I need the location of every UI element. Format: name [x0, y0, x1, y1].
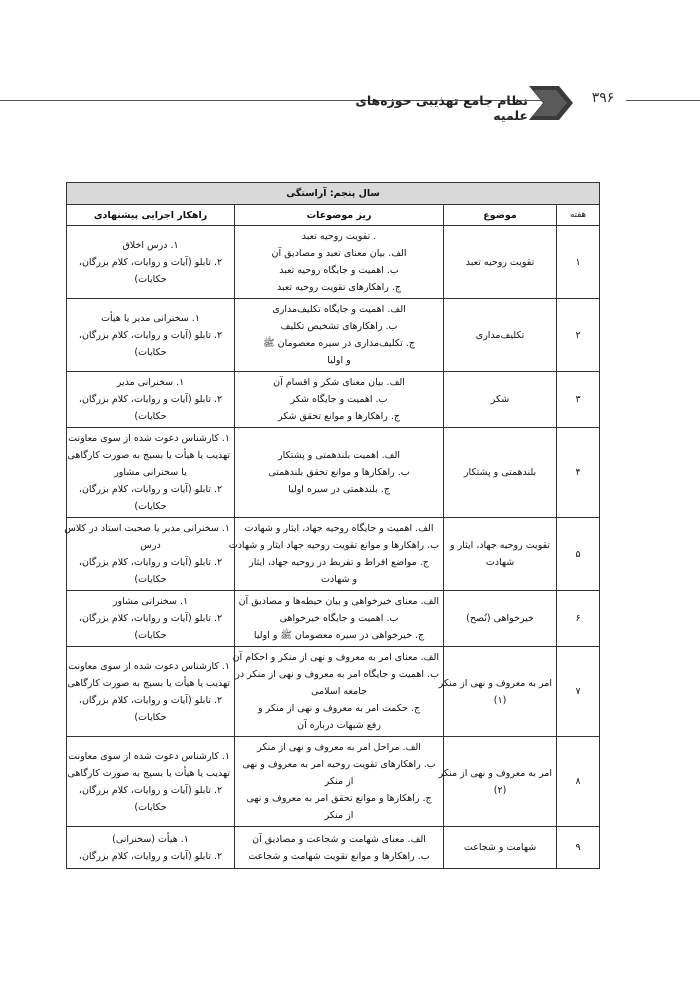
actions-cell	[67, 827, 235, 869]
action-line: تهذیب یا هیأت یا بسیج به صورت کارگاهی	[67, 677, 231, 689]
subtopic-line: ب. اهمیت و جایگاه روحیه تعبد	[279, 265, 399, 276]
action-line: حکایات)	[134, 801, 167, 813]
action-line: ۱. کارشناس دعوت شده از سوی معاونت	[68, 660, 231, 672]
subtopic-line: الف. اهمیت و جایگاه تکلیف‌مداری	[272, 304, 406, 315]
action-line: حکایات)	[134, 273, 167, 285]
page-number: ۳۹۶	[591, 90, 615, 106]
action-line: حکایات)	[134, 630, 167, 641]
action-line: ۲. تابلو (آیات و روایات، کلام بزرگان،	[78, 694, 223, 706]
subtopic-line: و اولیا	[327, 355, 351, 366]
subtopic-line: ج. حکمت امر به معروف و نهی از منکر و	[257, 703, 421, 714]
actions-cell	[67, 299, 235, 372]
subtopic-line: ج. راهکارها و موانع تحقق شکر	[278, 411, 401, 422]
column-header-actions: راهکار اجرایی پیشنهادی	[67, 205, 235, 226]
subtopic-line: الف. معنای خیرخواهی و بیان حیطه‌ها و مصادیق آن	[238, 596, 440, 607]
subtopic-line: ج. خیرخواهی در سیره معصومان ﷺ و اولیا	[253, 630, 425, 641]
subtopic-line: الف. بیان معنای شکر و اقسام آن	[273, 377, 405, 388]
subtopic-line: ب. راهکارها و موانع تحقق بلندهمتی	[268, 467, 410, 478]
table-row	[67, 372, 600, 428]
subtopic-line: الف. معنای شهامت و شجاعت و مصادیق آن	[252, 833, 426, 845]
actions-cell	[67, 737, 235, 827]
week-number: ۱	[557, 226, 600, 299]
action-line: ۲. تابلو (آیات و روایات، کلام بزرگان،	[78, 850, 223, 862]
action-line: ۲. تابلو (آیات و روایات، کلام بزرگان،	[78, 557, 223, 568]
subtopic-line: ج. مواضع افراط و تفریط در روحیه جهاد، ایثار	[249, 557, 429, 568]
topic-line: (۱)	[493, 694, 507, 706]
action-line: ۲. تابلو (آیات و روایات، کلام بزرگان،	[78, 784, 223, 796]
table-title-row	[67, 183, 600, 205]
action-line: ۲. تابلو (آیات و روایات، کلام بزرگان،	[78, 613, 223, 624]
topic-cell: بلندهمتی و پشتکار	[444, 428, 557, 518]
header-rule-right	[626, 100, 700, 101]
column-header-topic: موضوع	[444, 205, 557, 226]
subtopic-line: از منکر	[324, 776, 354, 787]
topic-line: تقویت روحیه جهاد، ایثار و	[449, 540, 551, 551]
week-number: ۷	[557, 647, 600, 737]
actions-cell	[67, 591, 235, 647]
subtopic-line: ج. بلندهمتی در سیره اولیا	[288, 484, 390, 495]
action-line: ۱. کارشناس دعوت شده از سوی معاونت	[68, 750, 231, 762]
topic-line: امر به معروف و نهی از منکر	[438, 677, 553, 689]
subtopic-line: ب. راهکارها و موانع تقویت روحیه جهاد ایثار و شهادت	[228, 540, 440, 551]
column-header-week: هفته	[557, 205, 600, 226]
subtopics-cell	[232, 647, 444, 737]
table-row	[67, 299, 600, 372]
subtopic-line: ج. راهکارهای تقویت روحیه تعبد	[277, 282, 402, 293]
action-line: ۲. تابلو (آیات و روایات، کلام بزرگان،	[78, 329, 223, 341]
week-number: ۶	[557, 591, 600, 647]
action-line: ۲. تابلو (آیات و روایات، کلام بزرگان،	[78, 484, 223, 495]
action-line: حکایات)	[134, 501, 167, 512]
topic-cell	[438, 737, 557, 827]
topic-line: شهادت	[485, 557, 515, 568]
week-number: ۴	[557, 428, 600, 518]
table-header-row	[67, 205, 600, 226]
subtopics-cell	[235, 591, 444, 647]
subtopics-cell	[228, 518, 444, 591]
actions-cell	[67, 372, 235, 428]
action-line: درس	[140, 540, 161, 551]
action-line: حکایات)	[134, 574, 167, 585]
column-header-subtopics: ریز موضوعات	[235, 205, 444, 226]
subtopic-line: ب. راهکارها و موانع تقویت شهامت و شجاعت	[248, 850, 430, 862]
action-line: یا سخنرانی مشاور	[114, 467, 187, 478]
action-line: تهذیب یا هیأت یا بسیج به صورت کارگاهی	[67, 450, 231, 461]
actions-cell	[67, 647, 235, 737]
topic-line: (۲)	[493, 784, 507, 796]
action-line: حکایات)	[134, 411, 167, 422]
subtopics-cell	[235, 737, 444, 827]
topic-cell: تقویت روحیه تعبد	[444, 226, 557, 299]
table-body	[64, 226, 600, 869]
actions-cell	[64, 518, 235, 591]
topic-cell: شهامت و شجاعت	[444, 827, 557, 869]
week-number: ۵	[557, 518, 600, 591]
action-line: حکایات)	[134, 346, 167, 358]
subtopic-line: از منکر	[324, 810, 354, 821]
topic-cell: خیرخواهی (نُصح)	[444, 591, 557, 647]
topic-cell: تکلیف‌مداری	[444, 299, 557, 372]
action-line: ۱. سخنرانی مدیر	[116, 377, 185, 388]
action-line: ۱. هیأت (سخنرانی)	[112, 833, 189, 845]
table-row	[67, 518, 600, 591]
week-number: ۹	[557, 827, 600, 869]
subtopics-cell	[235, 226, 444, 299]
subtopics-cell	[235, 428, 444, 518]
subtopic-line: ب. اهمیت و جایگاه خیرخواهی	[279, 613, 399, 624]
topic-cell	[444, 518, 557, 591]
table-row	[67, 428, 600, 518]
table-row	[67, 737, 600, 827]
table-row	[67, 591, 600, 647]
subtopic-line: الف. بیان معنای تعبد و مصادیق آن	[271, 248, 407, 259]
table-row	[67, 647, 600, 737]
topic-cell	[438, 647, 557, 737]
subtopic-line: الف. مراحل امر به معروف و نهی از منکر	[257, 742, 421, 753]
action-line: ۲. تابلو (آیات و روایات، کلام بزرگان،	[78, 394, 223, 405]
topic-cell: شکر	[444, 372, 557, 428]
header-chevron-ornament	[529, 86, 573, 120]
subtopics-cell	[235, 299, 444, 372]
book-title: نظام جامع تهذیبی حوزه‌های علمیه	[355, 93, 528, 123]
subtopic-line: ب. راهکارهای تقویت روحیه امر به معروف و نهی	[242, 759, 436, 770]
subtopic-line: ج. راهکارها و موانع تحقق امر به معروف و نهی	[246, 793, 432, 804]
subtopics-cell	[235, 827, 444, 869]
actions-cell	[67, 428, 235, 518]
actions-cell	[67, 226, 235, 299]
subtopic-line: ب. اهمیت و جایگاه امر به معروف و نهی از منکر در	[235, 669, 440, 680]
week-number: ۸	[557, 737, 600, 827]
subtopic-line: جامعه اسلامی	[311, 686, 367, 697]
week-number: ۳	[557, 372, 600, 428]
table-title: سال پنجم: آراستگی	[67, 183, 600, 205]
action-line: حکایات)	[134, 711, 167, 723]
action-line: تهذیب یا هیأت یا بسیج به صورت کارگاهی	[67, 767, 231, 779]
topic-line: امر به معروف و نهی از منکر	[438, 767, 553, 779]
subtopic-line: ب. راهکارهای تشخیص تکلیف	[280, 321, 398, 332]
subtopic-line: و شهادت	[321, 574, 358, 585]
subtopics-cell	[235, 372, 444, 428]
action-line: ۱. درس اخلاق	[122, 239, 179, 251]
subtopic-line: رفع شبهات درباره آن	[297, 720, 381, 731]
week-number: ۲	[557, 299, 600, 372]
action-line: ۱. سخنرانی مدیر یا صحبت استاد در کلاس	[64, 523, 231, 534]
subtopic-line: . تقویت روحیه تعبد	[301, 231, 377, 242]
action-line: ۱. سخنرانی مدیر یا هیأت	[101, 312, 200, 324]
action-line: ۱. کارشناس دعوت شده از سوی معاونت	[68, 433, 231, 444]
action-line: ۱. سخنرانی مشاور	[112, 596, 189, 607]
subtopic-line: الف. اهمیت و جایگاه روحیه جهاد، ایثار و شهادت	[244, 523, 434, 534]
subtopic-line: ج. تکلیف‌مداری در سیره معصومان ﷺ	[263, 338, 415, 349]
subtopic-line: ب. اهمیت و جایگاه شکر	[290, 394, 388, 405]
subtopic-line: الف. معنای امر به معروف و نهی از منکر و احکام آن	[232, 652, 440, 663]
subtopic-line: الف. اهمیت بلندهمتی و پشتکار	[278, 450, 401, 461]
curriculum-table	[66, 182, 600, 869]
table-row	[67, 827, 600, 869]
action-line: ۲. تابلو (آیات و روایات، کلام بزرگان،	[78, 256, 223, 268]
table-row	[67, 226, 600, 299]
